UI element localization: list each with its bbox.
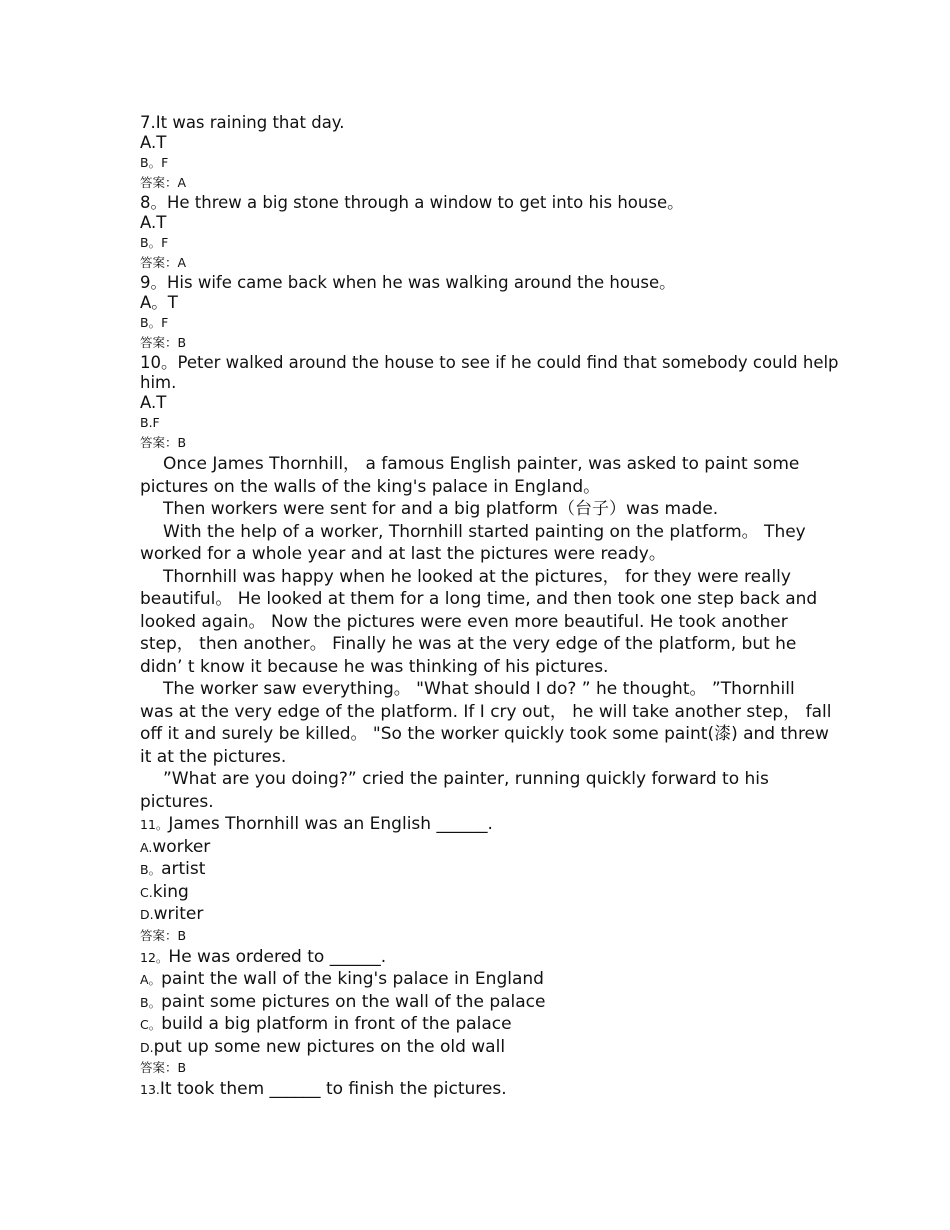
passage-line: beautiful。 He looked at them for a long time, and then took one step back and [140, 589, 818, 609]
question-9-answer: 答案：B [140, 335, 187, 350]
question-12-option-a [140, 968, 820, 991]
passage-line: step， then another。 Finally he was at the very edge of the platform, but he [140, 634, 797, 654]
passage-line: ”What are you doing?” cried the painter, running quickly forward to his [163, 769, 769, 789]
passage-line: looked again。 Now the pictures were even more beautiful. He took another [140, 611, 788, 632]
question-12-answer: 答案：B [140, 1060, 187, 1075]
question-9-option-b: B。F [140, 315, 169, 330]
question-12-option-b [140, 991, 820, 1014]
question-number: 12。 [140, 949, 169, 965]
question-number: 11。 [140, 817, 169, 832]
option-text: worker [152, 836, 211, 857]
passage-line: worked for a whole year and at last the pictures were ready。 [140, 544, 666, 564]
question-7-stem: 7.It was raining that day. [140, 113, 345, 132]
option-label: A。 [140, 972, 162, 987]
passage-line: Then workers were sent for and a big platform（台子）was made. [163, 499, 719, 519]
passage-line: pictures. [140, 791, 214, 812]
question-10-answer: 答案：B [140, 435, 187, 450]
question-9-stem: 9。His wife came back when he was walking around the house。 [140, 273, 676, 292]
question-10-option-b: B.F [140, 415, 160, 430]
option-text: paint some pictures on the wall of the palace [161, 991, 546, 1012]
option-text: put up some new pictures on the old wall [153, 1036, 506, 1057]
passage-line: Thornhill was happy when he looked at the pictures， for they were really [163, 566, 791, 587]
question-8-answer: 答案：A [140, 255, 187, 270]
option-label: B。 [140, 994, 162, 1010]
question-text: He was ordered to ______. [168, 946, 387, 967]
question-10-stem-line-1: 10。Peter walked around the house to see if he could find that somebody could help [140, 353, 839, 372]
question-7-option-a: A.T [140, 133, 167, 152]
option-text: writer [153, 904, 204, 924]
option-label: D. [140, 1039, 154, 1055]
passage-line: Once James Thornhill， a famous English painter, was asked to paint some [163, 454, 800, 474]
option-label: D. [140, 907, 154, 922]
question-8-option-a: A.T [140, 213, 167, 232]
question-11-option-a [140, 836, 820, 859]
question-text: James Thornhill was an English ______. [168, 814, 493, 834]
question-7-option-b: B。F [140, 155, 169, 170]
question-8-option-b: B。F [140, 235, 169, 250]
option-text: king [152, 881, 189, 902]
option-label: C. [140, 884, 153, 900]
option-text: artist [161, 859, 206, 879]
question-12-stem [140, 946, 820, 969]
question-11-option-d [140, 903, 820, 926]
option-label: C。 [140, 1017, 162, 1032]
question-7-answer: 答案：A [140, 175, 187, 190]
passage-line: was at the very edge of the platform. If I cry out， he will take another step， fall [140, 701, 832, 722]
document-body [140, 113, 839, 1101]
question-number: 13. [140, 1082, 160, 1097]
passage-line: it at the pictures. [140, 746, 287, 767]
passage-line: didn’ t know it because he was thinking of his pictures. [140, 656, 609, 677]
question-12-option-c [140, 1013, 820, 1036]
question-11-option-b [140, 858, 820, 881]
passage-line: pictures on the walls of the king's palace in England。 [140, 476, 601, 497]
question-12-option-d [140, 1036, 820, 1059]
question-8-stem: 8。He threw a big stone through a window to get into his house。 [140, 193, 684, 212]
question-11-answer: 答案：B [140, 927, 187, 943]
question-11-stem [140, 813, 820, 836]
option-label: A. [140, 839, 153, 855]
passage-line: off it and surely be killed。 "So the worker quickly took some paint(漆) and threw [140, 724, 829, 744]
option-text: paint the wall of the king's palace in England [161, 969, 544, 989]
option-text: build a big platform in front of the palace [161, 1014, 512, 1034]
question-9-option-a: A。T [140, 293, 178, 312]
question-10-stem-line-2: him. [140, 373, 177, 392]
question-13-stem [140, 1078, 820, 1101]
passage-line: The worker saw everything。 "What should I do? ” he thought。 ”Thornhill [163, 679, 795, 699]
option-label: B。 [140, 862, 162, 877]
question-10-option-a: A.T [140, 393, 167, 412]
question-text: It took them ______ to finish the pictures. [159, 1079, 507, 1099]
question-11-option-c [140, 881, 820, 904]
reading-passage [140, 453, 832, 813]
passage-line: With the help of a worker, Thornhill started painting on the platform。 They [163, 521, 806, 542]
